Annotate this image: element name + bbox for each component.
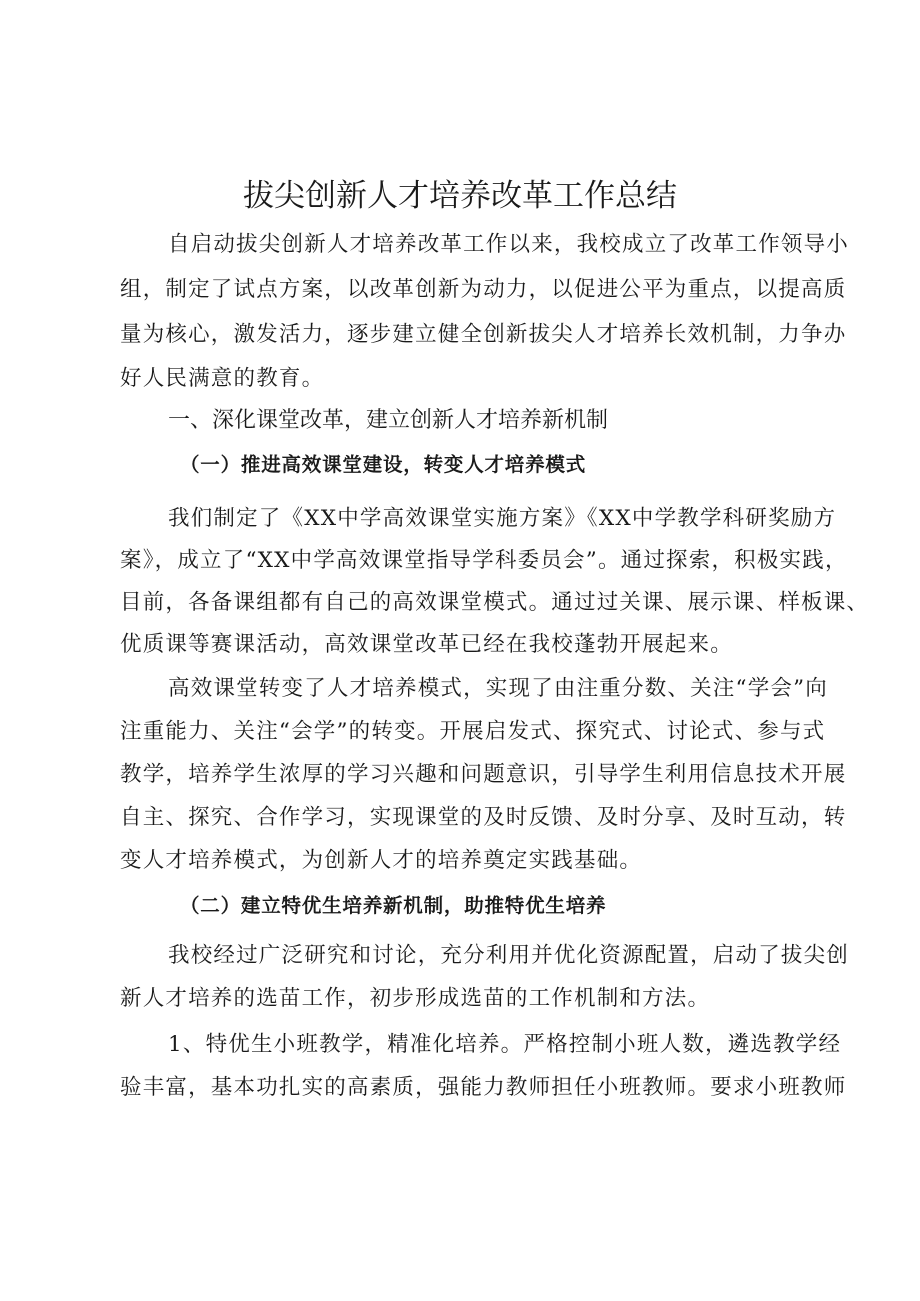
paragraph-line: 目前，各备课组都有自己的高效课堂模式。通过过关课、展示课、样板课、	[120, 590, 870, 615]
paragraph-line: 组，制定了试点方案，以改革创新为动力，以促进公平为重点，以提高质	[120, 277, 847, 302]
paragraph-line: 好人民满意的教育。	[120, 366, 325, 391]
paragraph-line: 自启动拔尖创新人才培养改革工作以来，我校成立了改革工作领导小	[168, 232, 850, 257]
document-title: 拔尖创新人才培养改革工作总结	[243, 178, 677, 214]
paragraph-line: 注重能力、关注“会学”的转变。开展启发式、探究式、讨论式、参与式	[120, 719, 826, 744]
paragraph-line: 量为核心，激发活力，逐步建立健全创新拔尖人才培养长效机制，力争办	[120, 322, 847, 347]
subsection-heading: （一）推进高效课堂建设，转变人才培养模式	[180, 453, 587, 476]
paragraph-line: 案》，成立了“XX中学高效课堂指导学科委员会”。通过探索，积极实践，	[120, 548, 848, 573]
paragraph-line: 新人才培养的选苗工作，初步形成选苗的工作机制和方法。	[120, 986, 711, 1011]
paragraph-line: 变人才培养模式，为创新人才的培养奠定实践基础。	[120, 848, 643, 873]
paragraph-line: 1、特优生小班教学，精准化培养。严格控制小班人数，遴选教学经	[168, 1032, 842, 1057]
paragraph-line: 优质课等赛课活动，高效课堂改革已经在我校蓬勃开展起来。	[120, 632, 733, 657]
paragraph-line: 自主、探究、合作学习，实现课堂的及时反馈、及时分享、及时互动，转	[120, 805, 847, 830]
paragraph-line: 我们制定了《XX中学高效课堂实施方案》《XX中学教学科研奖励方	[168, 506, 837, 531]
section-heading: 一、深化课堂改革，建立创新人才培养新机制	[168, 408, 609, 433]
paragraph-line: 验丰富，基本功扎实的高素质，强能力教师担任小班教师。要求小班教师	[120, 1075, 847, 1100]
paragraph-line: 教学，培养学生浓厚的学习兴趣和问题意识，引导学生利用信息技术开展	[120, 762, 847, 787]
paragraph-line: 我校经过广泛研究和讨论，充分利用并优化资源配置，启动了拔尖创	[168, 943, 850, 968]
subsection-heading: （二）建立特优生培养新机制，助推特优生培养	[180, 894, 607, 917]
paragraph-line: 高效课堂转变了人才培养模式，实现了由注重分数、关注“学会”向	[168, 676, 828, 701]
